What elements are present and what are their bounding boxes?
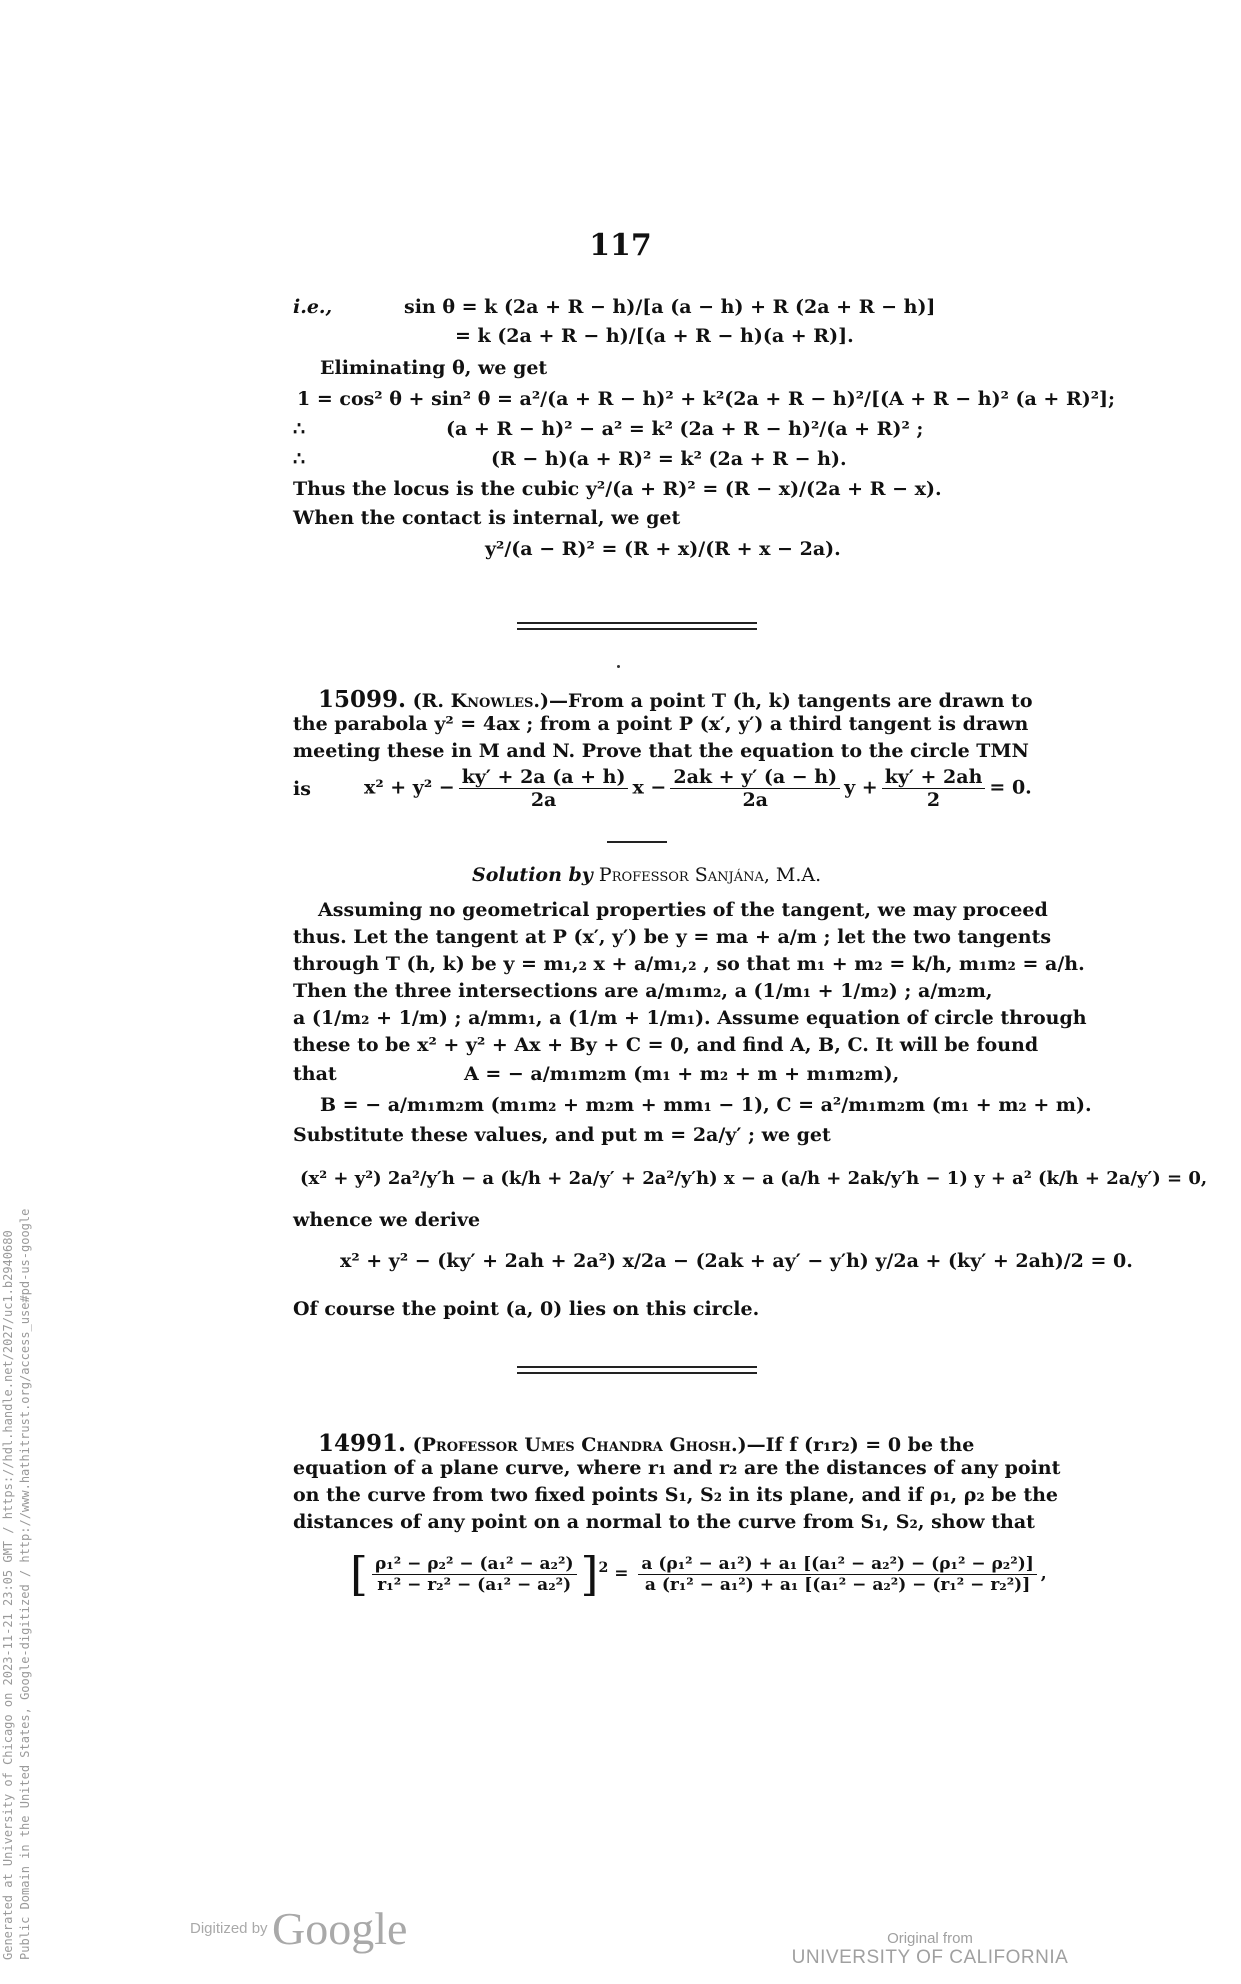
fraction xyxy=(882,766,986,811)
locus-text: Thus the locus is the cubic y²/(a + R)² = (R − x)/(2a + R − x). xyxy=(293,478,942,500)
problem-15099-line-2: the parabola y² = 4ax ; from a point P (x′, y′) a third tangent is drawn xyxy=(293,713,1029,735)
problem-14991-line-4: distances of any point on a normal to the curve from S₁, S₂, show that xyxy=(293,1511,1035,1533)
equation-sin-simplified: = k (2a + R − h)/[(a + R − h)(a + R)]. xyxy=(455,325,854,347)
equals-sign: = xyxy=(614,1563,629,1584)
substituted-equation: (x² + y²) 2a²/y′h − a (k/h + 2a/y′ + 2a²/y′h) x − a (a/h + 2ak/y′h − 1) y + a² (k/h + 2a/y′) = 0, xyxy=(300,1168,1208,1189)
equation-step-1: (a + R − h)² − a² = k² (2a + R − h)²/(a + R)² ; xyxy=(446,418,924,440)
fraction xyxy=(459,766,629,811)
fraction xyxy=(638,1554,1036,1595)
fraction-denominator: 2 xyxy=(926,789,941,811)
eliminating-text: Eliminating θ, we get xyxy=(320,357,548,379)
fraction-numerator: ρ₁² − ρ₂² − (a₁² − a₂²) xyxy=(372,1554,577,1575)
internal-text: When the contact is internal, we get xyxy=(293,507,681,529)
original-from-label: Original from xyxy=(887,1930,973,1947)
conclusion-text: Of course the point (a, 0) lies on this circle. xyxy=(293,1298,760,1320)
problem-15099-line-3: meeting these in M and N. Prove that the equation to the circle TMN xyxy=(293,740,1029,762)
original-from xyxy=(770,1930,1090,1969)
solution-line-6: these to be x² + y² + Ax + By + C = 0, and find A, B, C. It will be found xyxy=(293,1034,1039,1056)
solution-line-1: Assuming no geometrical properties of the tangent, we may proceed xyxy=(318,899,1048,921)
problem-text: —If f (r₁r₂) = 0 be the xyxy=(746,1434,975,1456)
solution-line-5: a (1/m₂ + 1/m) ; a/mm₁, a (1/m + 1/m₁). Assume equation of circle through xyxy=(293,1007,1087,1029)
left-bracket: [ xyxy=(350,1547,368,1601)
section-divider xyxy=(517,1372,757,1374)
fraction-denominator: 2a xyxy=(530,789,557,811)
watermark-line-1: Generated at University of Chicago on 2023-11-21 23:05 GMT / https://hdl.handle.net/2027/uc1.b2940680 xyxy=(1,1230,15,1960)
fraction-numerator: a (ρ₁² − a₁²) + a₁ [(a₁² − a₂²) − (ρ₁² − ρ₂²)] xyxy=(638,1554,1036,1575)
equation-A: A = − a/m₁m₂m (m₁ + m₂ + m + m₁m₂m), xyxy=(464,1063,900,1085)
final-equation: x² + y² − (ky′ + 2ah + 2a²) x/2a − (2ak + ay′ − y′h) y/2a + (ky′ + 2ah)/2 = 0. xyxy=(340,1250,1133,1272)
fraction-denominator: a (r₁² − a₁²) + a₁ [(a₁² − a₂²) − (r₁² − r₂²)] xyxy=(644,1574,1031,1595)
solution-author: Professor Sanjána, M.A. xyxy=(598,864,822,886)
eq-part: x − xyxy=(632,776,667,799)
fraction-denominator: r₁² − r₂² − (a₁² − a₂²) xyxy=(377,1574,572,1595)
fraction-numerator: ky′ + 2ah xyxy=(882,766,986,789)
problem-14991-line-3: on the curve from two fixed points S₁, S₂ in its plane, and if ρ₁, ρ₂ be the xyxy=(293,1484,1059,1506)
section-divider xyxy=(517,1366,757,1368)
eq-part: = 0. xyxy=(989,776,1032,799)
problem-14991-line-2: equation of a plane curve, where r₁ and r₂ are the distances of any point xyxy=(293,1457,1061,1479)
therefore-symbol: ∴ xyxy=(293,418,306,440)
ie-label: i.e., xyxy=(293,296,333,318)
equation-identity: 1 = cos² θ + sin² θ = a²/(a + R − h)² + k²(2a + R − h)²/[(A + R − h)² (a + R)²]; xyxy=(297,388,1116,410)
print-speck xyxy=(617,665,620,668)
that-text: that xyxy=(293,1063,337,1085)
solution-by: Solution by xyxy=(472,864,593,886)
circle-equation xyxy=(364,766,1032,811)
digitized-by-label: Digitized by xyxy=(190,1920,268,1937)
university-name: UNIVERSITY OF CALIFORNIA xyxy=(791,1947,1069,1968)
hathitrust-watermark xyxy=(0,1209,34,1960)
equation-internal: y²/(a − R)² = (R + x)/(R + x − 2a). xyxy=(485,538,841,560)
page-number: 117 xyxy=(589,228,652,263)
problem-text: —From a point T (h, k) tangents are drawn to xyxy=(549,690,1033,712)
watermark-line-2: Public Domain in the United States, Google-digitized / http://www.hathitrust.org/access_use#pd-us-google xyxy=(18,1208,32,1960)
is-label: is xyxy=(293,778,311,800)
trailing-comma: , xyxy=(1040,1563,1047,1584)
problem-number: 15099. xyxy=(318,686,407,713)
right-bracket: ] xyxy=(580,1547,599,1601)
equation-B-C: B = − a/m₁m₂m (m₁m₂ + m₂m + mm₁ − 1), C = a²/m₁m₂m (m₁ + m₂ + m). xyxy=(320,1094,1092,1116)
problem-author: (R. Knowles.) xyxy=(412,690,550,712)
substitute-text: Substitute these values, and put m = 2a/y′ ; we get xyxy=(293,1124,831,1146)
exponent: 2 xyxy=(598,1559,609,1576)
fraction xyxy=(670,766,840,811)
equation-sin: sin θ = k (2a + R − h)/[a (a − h) + R (2a + R − h)] xyxy=(404,296,936,318)
fraction-numerator: 2ak + y′ (a − h) xyxy=(670,766,840,789)
section-divider xyxy=(517,622,757,624)
fraction-denominator: 2a xyxy=(742,789,768,811)
solution-line-2: thus. Let the tangent at P (x′, y′) be y = ma + a/m ; let the two tangents xyxy=(293,926,1052,948)
digitized-by-google xyxy=(190,1902,407,1955)
eq-part: y + xyxy=(844,776,878,799)
problem-author: (Professor Umes Chandra Ghosh.) xyxy=(412,1434,747,1456)
section-divider xyxy=(517,628,757,630)
fraction xyxy=(372,1554,577,1595)
solution-line-3: through T (h, k) be y = m₁,₂ x + a/m₁,₂ , so that m₁ + m₂ = k/h, m₁m₂ = a/h. xyxy=(293,953,1085,975)
google-logo: Google xyxy=(272,1903,408,1954)
equation-step-2: (R − h)(a + R)² = k² (2a + R − h). xyxy=(491,448,847,470)
solution-line-4: Then the three intersections are a/m₁m₂, a (1/m₁ + 1/m₂) ; a/m₂m, xyxy=(293,980,993,1002)
short-divider xyxy=(607,841,667,843)
therefore-symbol: ∴ xyxy=(293,448,306,470)
whence-text: whence we derive xyxy=(293,1209,481,1231)
fraction-numerator: ky′ + 2a (a + h) xyxy=(459,766,629,789)
solution-heading xyxy=(472,864,821,886)
ratio-equation xyxy=(350,1547,1047,1601)
eq-part: x² + y² − xyxy=(364,776,455,799)
problem-14991-line-1 xyxy=(318,1430,974,1457)
problem-number: 14991. xyxy=(318,1430,407,1457)
problem-15099-line-1 xyxy=(318,686,1033,713)
